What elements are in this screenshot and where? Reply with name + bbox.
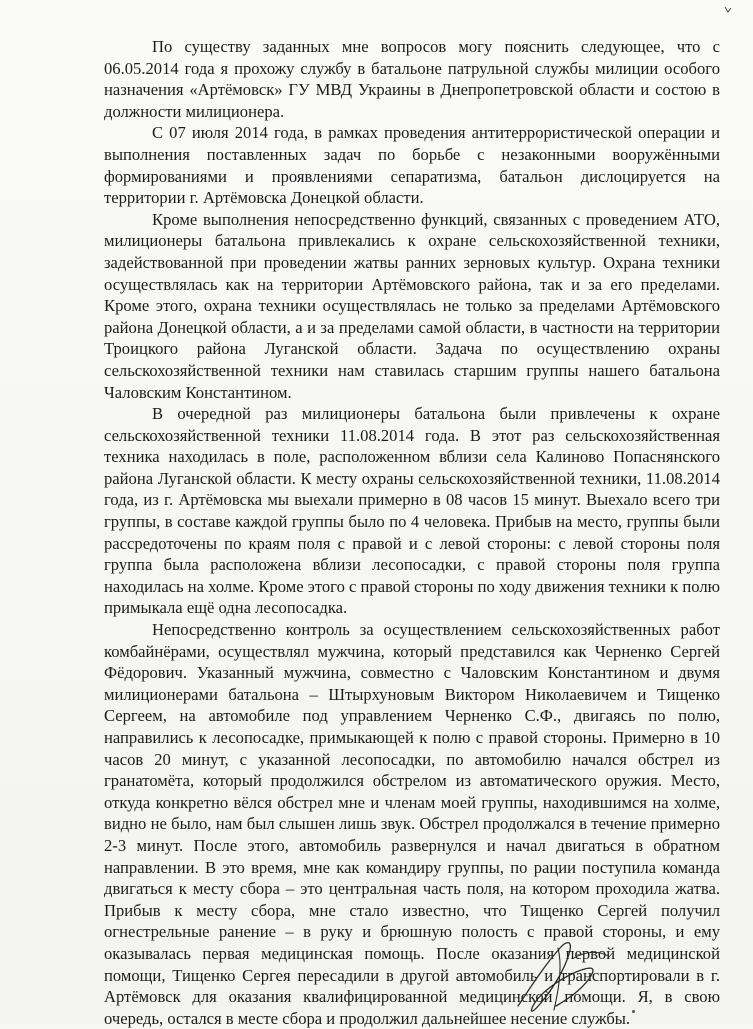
- paragraph-5: Непосредственно контроль за осуществлением сельскохозяйственных работ комбайнёрами, осуществлял мужчина, который представился как Черненко Сергей Фёдорович. Указанный мужчина, совместно с Чаловским Константином и двумя милиционерами батальона – Штырхуновым Виктором Николаевичем и Тищенко Сергеем, на автомобиле под управлением Черненко С.Ф., двигаясь по полю, направились к лесопосадке, примыкающей к полю с правой стороны. Примерно в 10 часов 20 минут, с указанной лесопосадки, по автомобилю начался обстрел из гранатомёта, который продолжился обстрелом из автоматического оружия. Место, откуда конкретно вёлся обстрел мне и членам моей группы, находившимся на холме, видно не было, нам был слышен лишь звук. Обстрел продолжался в течение примерно 2-3 минут. После этого, автомобиль развернулся и начал двигаться в обратном направлении. В это время, мне как командиру группы, по рации поступила команда двигаться к месту сбора – это центральная часть поля, на котором проходила жатва. Прибыв к месту сбора, мне стало известно, что Тищенко Сергей получил огнестрельные ранение – в руку и брюшную полость с правой стороны, и ему оказывалась первая медицинская помощь. После оказания первой медицинской помощи, Тищенко Сергея пересадили в другой автомобиль и транспортировали в г. Артёмовск для оказания квалифицированной медицинской помощи. Я, в свою очередь, остался в месте сбора и продолжил дальнейшее несение службы.: [104, 620, 720, 1028]
- paragraph-3: Кроме выполнения непосредственно функций, связанных с проведением АТО, милиционеры батальона привлекались к охране сельскохозяйственной техники, задействованной при проведении жатвы ранних зерновых культур. Охрана техники осуществлялась как на территории Артёмовского района, так и за его пределами. Кроме этого, охрана техники осуществлялась не только за пределами Артёмовского района Донецкой области, а и за пределами самой области, в частности на территории Троицкого района Луганской области. Задача по осуществлению охраны сельскохозяйственной техники нам ставилась старшим группы нашего батальона Чаловским Константином.: [104, 209, 720, 402]
- signature-icon: [500, 928, 620, 1024]
- corner-tick-icon: [724, 0, 732, 6]
- statement-text: [104, 36, 720, 1029]
- paper-speck: [632, 1010, 635, 1013]
- paragraph-4: В очередной раз милиционеры батальона были привлечены к охране сельскохозяйственной техники 11.08.2014 года. В этот раз сельскохозяйственная техника находилась в поле, расположенном вблизи села Калиново Попаснянского района Луганской области. К месту охраны сельскохозяйственной техники, 11.08.2014 года, из г. Артёмовска мы выехали примерно в 08 часов 15 минут. Выехало всего три группы, в составе каждой группы было по 4 человека. Прибыв на место, группы были рассредоточены по краям поля с правой и с левой стороны: с левой стороны поля группа была расположена вблизи лесопосадки, с правой стороны поля группа находилась на холме. Кроме этого с правой стороны по ходу движения техники к полю примыкала ещё одна лесопосадка.: [104, 404, 720, 618]
- paragraph-2: С 07 июля 2014 года, в рамках проведения антитеррористической операции и выполнения поставленных задач по борьбе с незаконными вооружёнными формированиями и проявлениями сепаратизма, батальон дислоцируется на территории г. Артёмовска Донецкой области.: [104, 123, 720, 208]
- paragraph-1: По существу заданных мне вопросов могу пояснить следующее, что с 06.05.2014 года я прохожу службу в батальоне патрульной службы милиции особого назначения «Артёмовск» ГУ МВД Украины в Днепропетровской области и состою в должности милиционера.: [104, 37, 720, 121]
